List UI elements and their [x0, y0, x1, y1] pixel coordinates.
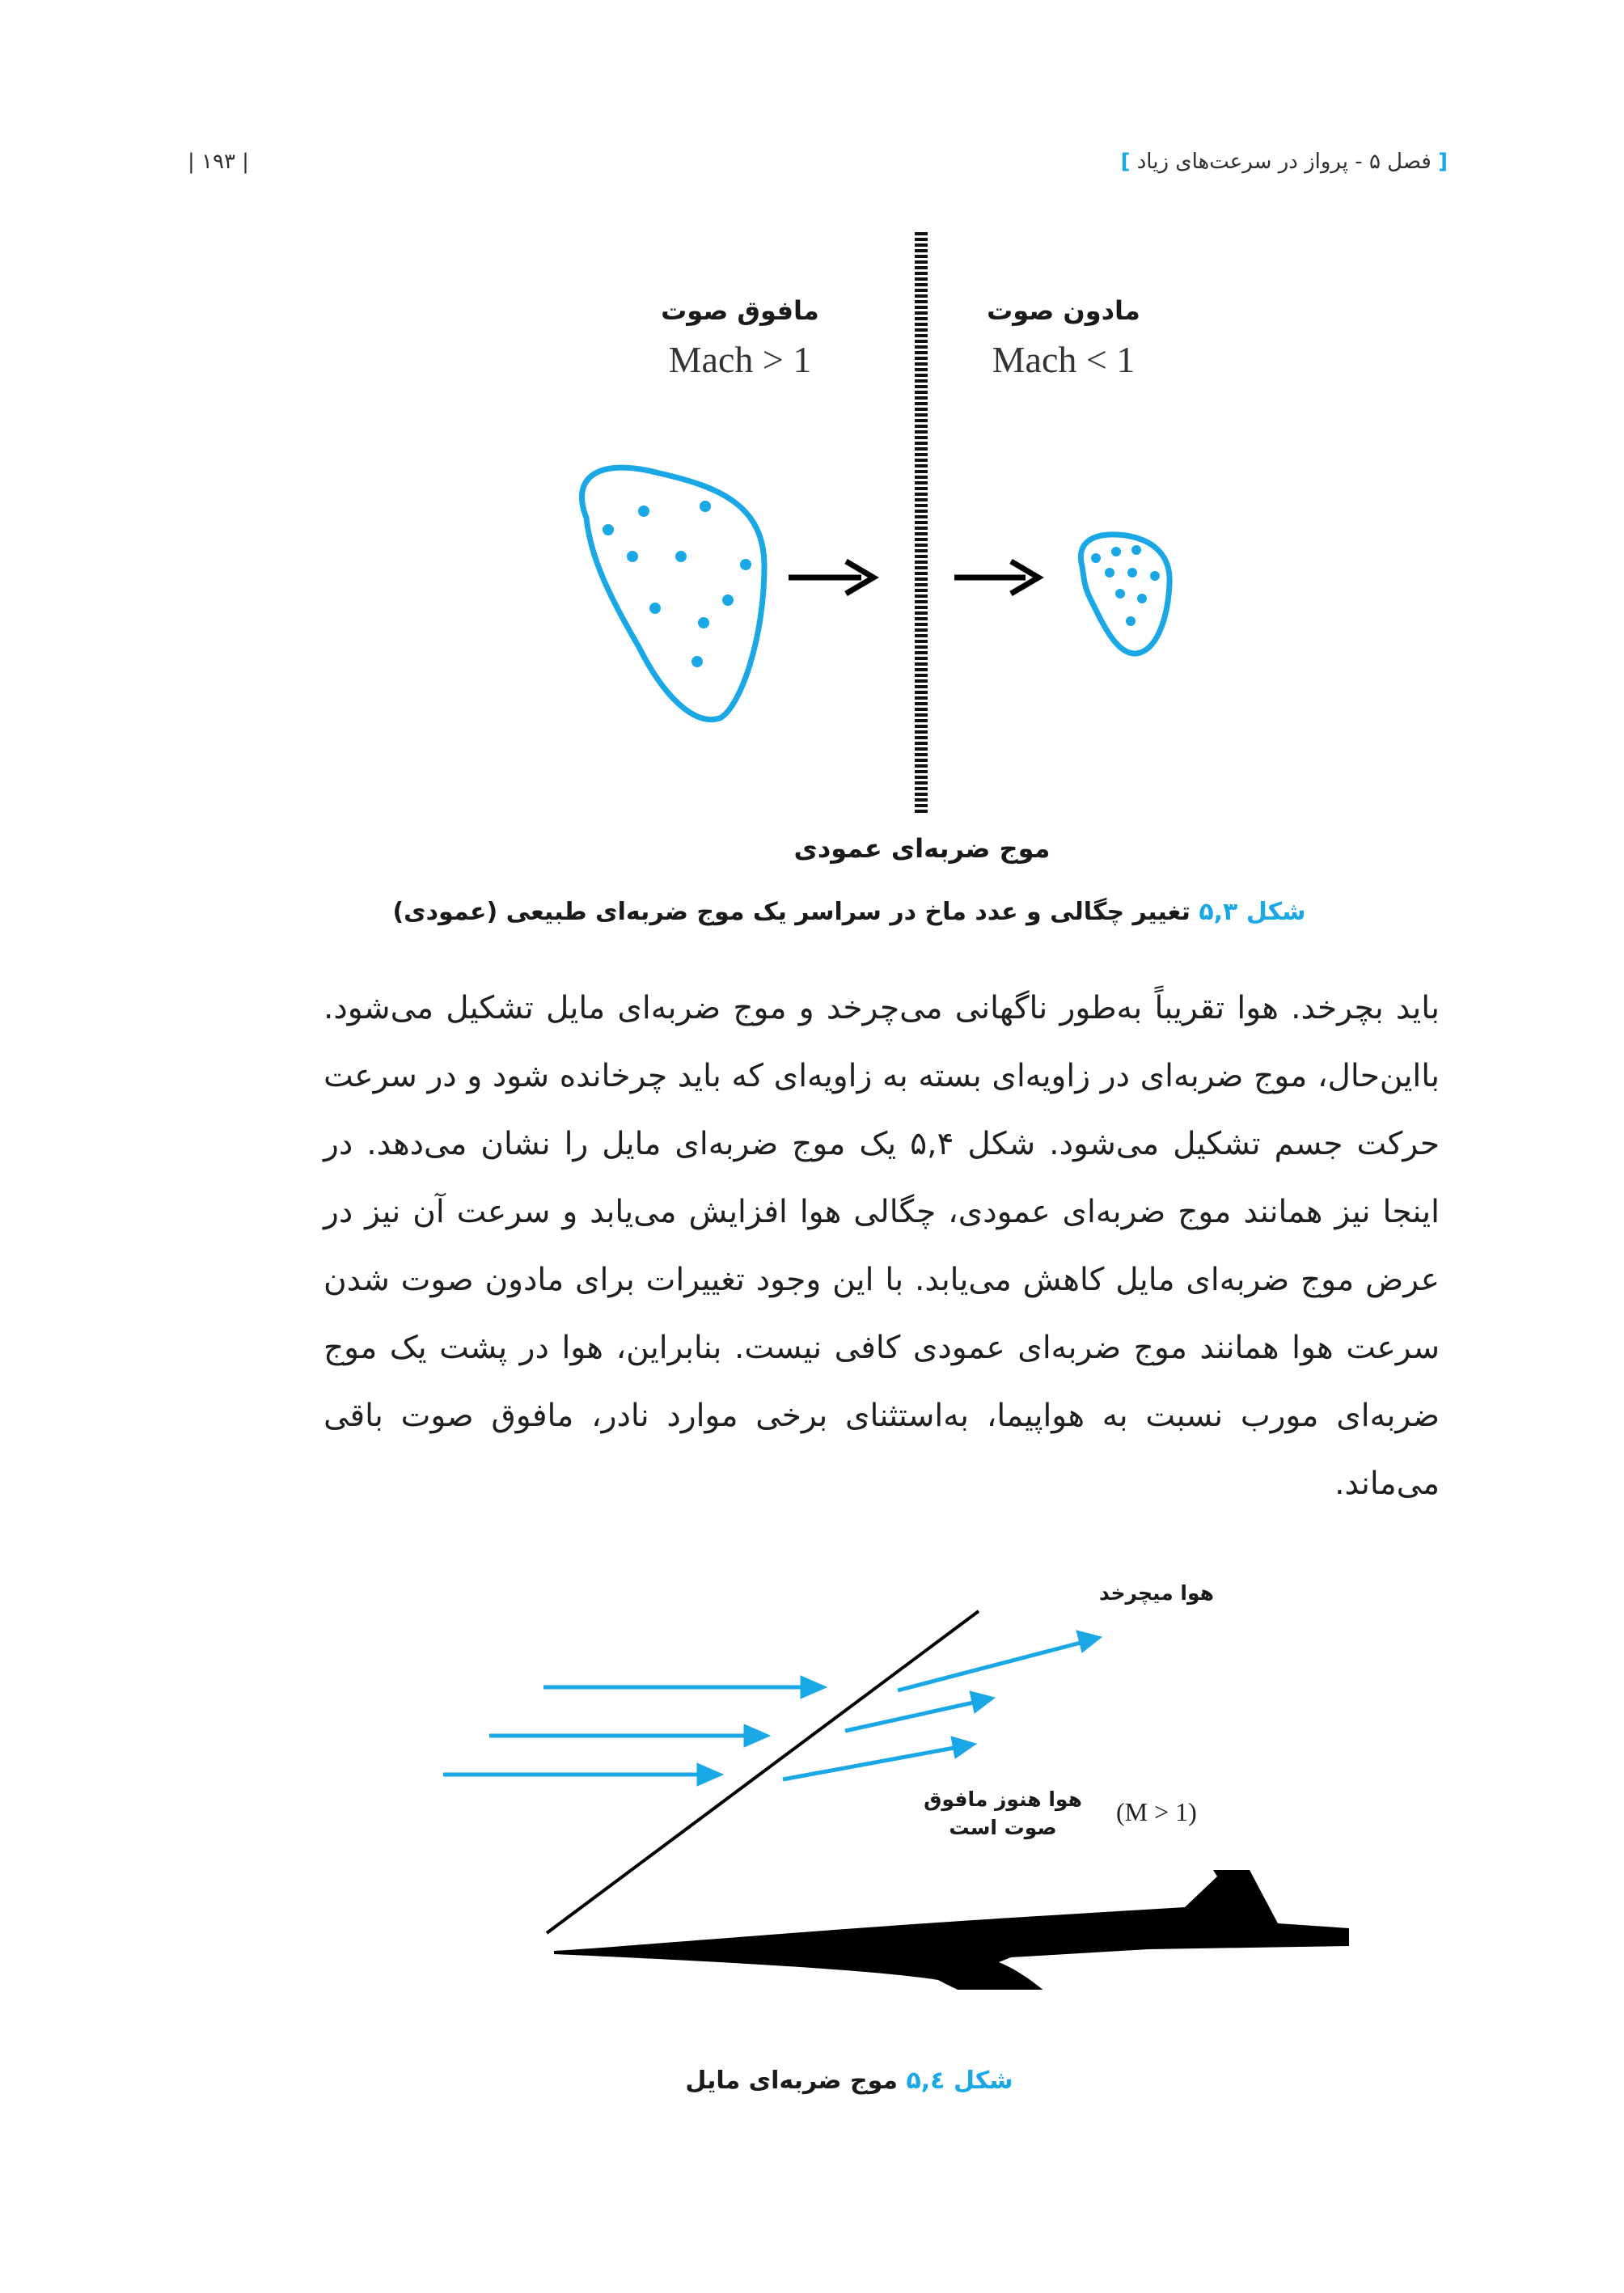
supersonic-label-fa: مافوق صوت [661, 295, 819, 326]
figure-1-caption-number: ۵,۳ [1199, 898, 1238, 926]
supersonic-air-parcel [582, 467, 764, 719]
body-paragraph: باید بچرخد. هوا تقریباً به‌طور ناگهانی می‌چرخد و موج ضربه‌ای مایل تشکیل می‌شود. بااین‌حال، موج ضربه‌ای در زاویه‌ای بسته به زاویه‌ای که باید چرخانده شود و در سرعت حرکت جسم تشکیل می‌شود. شکل ۵,۴ یک موج ضربه‌ای مایل را نشان می‌دهد. در اینجا نیز همانند موج ضربه‌ای عمودی، چگالی هوا افزایش می‌یابد و سرعت آن نیز در عرض موج ضربه‌ای مایل کاهش می‌یابد. با این وجود تغییرات برای مادون صوت شدن سرعت هوا همانند موج ضربه‌ای عمودی کافی نیست. بنابراین، هوا در پشت یک موج ضربه‌ای مورب نسبت به هواپیما، به‌استثنای برخی موارد نادر، مافوق صوت باقی می‌ماند. [324, 990, 1440, 1502]
turned-flow-arrows [783, 1631, 1102, 1779]
chapter-bracket-close: ] [1120, 150, 1131, 174]
oblique-shock-diagram [0, 1537, 1624, 1990]
figure-2-caption-prefix: شکل [953, 2067, 1013, 2095]
normal-shock-wave [915, 231, 928, 813]
chapter-bracket-open: [ [1438, 150, 1448, 174]
subsonic-label-en: Mach < 1 [992, 339, 1136, 380]
figure-2-caption-text: موج ضربه‌ای مایل [685, 2067, 898, 2095]
aircraft-silhouette [554, 1870, 1349, 1990]
page-number: | ۱۹۳ | [188, 150, 249, 174]
figure-1-caption-prefix: شکل [1245, 898, 1306, 926]
still-supersonic-label-2: صوت است [949, 1816, 1057, 1839]
subsonic-label-fa: مادون صوت [987, 295, 1140, 326]
supersonic-label-en: Mach > 1 [668, 339, 812, 380]
figure-1-caption-text: تغییر چگالی و عدد ماخ در سراسر یک موج ضربه‌ای طبیعی (عمودی) [392, 898, 1191, 926]
still-supersonic-label-1: هوا هنوز مافوق [924, 1787, 1082, 1811]
figure-2-caption-number: ۵,٤ [906, 2067, 945, 2095]
normal-shock-diagram [0, 0, 1624, 874]
mach-greater-label: (M > 1) [1116, 1797, 1197, 1826]
supersonic-particles [603, 501, 751, 667]
air-turns-label: هوا میچرخد [1099, 1581, 1214, 1605]
flow-arrow-right [954, 561, 1038, 594]
chapter-title: فصل ۵ - پرواز در سرعت‌های زیاد [1136, 150, 1432, 174]
subsonic-air-parcel [1081, 535, 1169, 654]
figure-1-caption [364, 898, 1334, 926]
flow-arrow-left [789, 561, 873, 594]
normal-shock-label: موج ضربه‌ای عمودی [793, 833, 1051, 864]
figure-2-caption [647, 2067, 1051, 2095]
subsonic-particles [1091, 545, 1160, 626]
oblique-shock-line [547, 1611, 979, 1933]
